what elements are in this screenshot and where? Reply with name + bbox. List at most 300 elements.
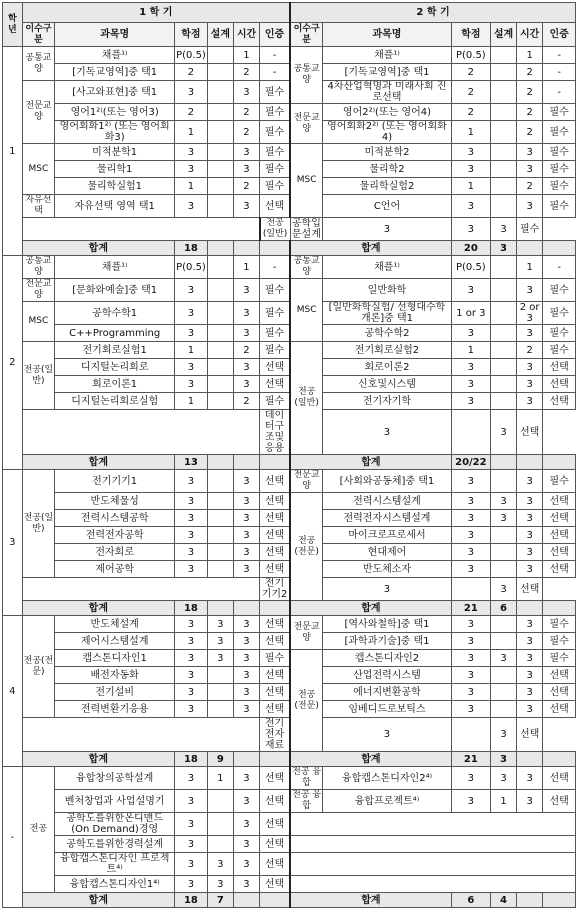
course-design: [490, 325, 516, 342]
course-name: 물리학2: [323, 161, 452, 178]
course-cert: 필수: [260, 393, 291, 410]
course-hours: 3: [233, 510, 259, 527]
course-cert: -: [543, 256, 576, 279]
type-label: 공통교양: [22, 256, 55, 279]
course-cert: 필수: [543, 650, 576, 667]
course-name: 융합캡스톤디자인 프로젝트⁴⁾: [55, 853, 175, 876]
course-design: [207, 144, 233, 161]
course-design: [490, 359, 516, 376]
course-design: [490, 302, 516, 325]
year-label: 2: [3, 256, 23, 470]
course-cert: 선택: [543, 527, 576, 544]
course-row: [3, 325, 576, 342]
course-credit: 3: [175, 510, 208, 527]
course-cert: 선택: [260, 767, 291, 790]
total-label: 합계: [290, 455, 451, 470]
empty-cell: [290, 853, 575, 876]
course-row: [3, 493, 576, 510]
course-name: 융합프로젝트⁴⁾: [323, 790, 452, 813]
total-design: 3: [490, 752, 516, 767]
total-hours: [233, 455, 259, 470]
course-name: 전기자기학: [323, 393, 452, 410]
course-name: 채플¹⁾: [323, 256, 452, 279]
course-row: [3, 376, 576, 393]
course-hours: 3: [490, 718, 516, 752]
type-label: 전문교양: [22, 279, 55, 302]
course-name: 공학수학2: [323, 325, 452, 342]
course-hours: 2: [233, 64, 259, 81]
course-cert: 선택: [543, 561, 576, 578]
course-design: [207, 302, 233, 325]
course-design: [207, 121, 233, 144]
course-hours: 2: [517, 104, 543, 121]
course-row: [3, 876, 576, 893]
course-row: [3, 161, 576, 178]
type-label: MSC: [22, 302, 55, 342]
course-credit: 3: [175, 667, 208, 684]
course-design: [490, 81, 516, 104]
course-row: [3, 218, 576, 241]
course-hours: 3: [233, 701, 259, 718]
course-hours: 3: [233, 144, 259, 161]
course-row: [3, 393, 576, 410]
course-credit: 3: [175, 279, 208, 302]
type-label: 전공(일반): [260, 218, 291, 241]
course-credit: 3: [451, 325, 490, 342]
course-row: [3, 650, 576, 667]
course-row: [3, 81, 576, 104]
course-name: 마이크로프로세서: [323, 527, 452, 544]
total-cert: [543, 752, 576, 767]
course-hours: 1: [517, 256, 543, 279]
empty-cell: [290, 876, 575, 893]
course-row: [3, 121, 576, 144]
empty-cell: [22, 578, 259, 601]
course-credit: 3: [323, 410, 452, 455]
course-name: 일반화학: [323, 279, 452, 302]
course-name: 4차산업혁명과 미래사회 진로선택: [323, 81, 452, 104]
course-hours: 2: [517, 178, 543, 195]
type-label: 전문교양: [22, 81, 55, 144]
course-header-2: 과목명: [323, 23, 452, 47]
course-cert: -: [543, 81, 576, 104]
course-hours: 3: [233, 790, 259, 813]
course-credit: 1 or 3: [451, 302, 490, 325]
course-design: [207, 178, 233, 195]
total-design: [207, 455, 233, 470]
total-label: 합계: [22, 601, 175, 616]
course-design: [490, 633, 516, 650]
hours-header-2: 시간: [517, 23, 543, 47]
course-hours: 3: [233, 376, 259, 393]
course-cert: 선택: [543, 393, 576, 410]
course-credit: 3: [175, 790, 208, 813]
course-name: 융합캡스톤디자인1⁴⁾: [55, 876, 175, 893]
course-cert: 필수: [543, 104, 576, 121]
credit-header-2: 학점: [451, 23, 490, 47]
total-label: 합계: [22, 455, 175, 470]
empty-cell: [22, 718, 259, 752]
course-credit: 3: [175, 544, 208, 561]
course-name: [기독교영역]중 택1: [323, 64, 452, 81]
course-row: [3, 470, 576, 493]
course-design: [207, 47, 233, 64]
year-label: -: [3, 767, 23, 908]
course-row: [3, 561, 576, 578]
course-cert: -: [260, 256, 291, 279]
type-label: 전문교양: [290, 470, 323, 493]
empty-cell: [22, 218, 259, 241]
empty-cell: [290, 813, 575, 836]
course-design: [490, 376, 516, 393]
course-hours: 3: [233, 561, 259, 578]
course-credit: 3: [175, 876, 208, 893]
course-name: 전력변환기응용: [55, 701, 175, 718]
total-hours: [517, 752, 543, 767]
course-hours: 3: [517, 616, 543, 633]
total-label: 합계: [290, 752, 451, 767]
course-design: [207, 64, 233, 81]
course-row: [3, 104, 576, 121]
type-label: 전공(일반): [290, 342, 323, 455]
course-credit: 3: [175, 650, 208, 667]
course-hours: 3: [233, 302, 259, 325]
course-hours: 1: [233, 256, 259, 279]
course-design: [207, 684, 233, 701]
course-hours: 3: [490, 410, 516, 455]
course-name: 공학도를위한온디맨드 (On Demand)경영: [55, 813, 175, 836]
course-hours: 3: [517, 510, 543, 527]
course-cert: 선택: [517, 410, 543, 455]
course-credit: 3: [451, 701, 490, 718]
total-row: [3, 241, 576, 256]
course-design: [490, 561, 516, 578]
course-hours: 3: [517, 393, 543, 410]
course-credit: 3: [451, 376, 490, 393]
course-hours: 3: [233, 876, 259, 893]
total-design: 7: [207, 893, 233, 908]
course-row: [3, 144, 576, 161]
course-row: [3, 544, 576, 561]
course-cert: 선택: [260, 359, 291, 376]
course-row: [3, 64, 576, 81]
course-cert: 선택: [543, 767, 576, 790]
course-hours: 3: [517, 527, 543, 544]
total-cert: [260, 601, 291, 616]
course-name: 전기기기1: [55, 470, 175, 493]
course-hours: 3: [233, 279, 259, 302]
course-design: [207, 325, 233, 342]
course-cert: 선택: [260, 876, 291, 893]
course-hours: 3: [233, 161, 259, 178]
course-name: 회로이론2: [323, 359, 452, 376]
course-credit: 3: [451, 195, 490, 218]
course-design: [451, 718, 490, 752]
total-credit: 20/22: [451, 455, 490, 470]
course-row: [3, 256, 576, 279]
course-hours: 2: [233, 121, 259, 144]
year-label: 1: [3, 47, 23, 256]
course-design: 3: [207, 853, 233, 876]
course-cert: -: [260, 64, 291, 81]
course-name: 신호및시스템: [323, 376, 452, 393]
course-credit: 2: [451, 64, 490, 81]
total-label: 합계: [22, 893, 175, 908]
course-cert: 필수: [260, 161, 291, 178]
course-design: [490, 161, 516, 178]
course-credit: 3: [451, 510, 490, 527]
course-credit: 3: [451, 667, 490, 684]
course-credit: 3: [175, 302, 208, 325]
total-credit: 18: [175, 241, 208, 256]
course-hours: 3: [490, 218, 516, 241]
course-name: 전기회로실험1: [55, 342, 175, 359]
course-row: [3, 790, 576, 813]
course-cert: 선택: [260, 836, 291, 853]
course-cert: 필수: [543, 616, 576, 633]
course-credit: 3: [175, 853, 208, 876]
course-hours: 2: [233, 104, 259, 121]
type-header-2: 이수구분: [290, 23, 323, 47]
course-name: 반도체소자: [323, 561, 452, 578]
total-credit: 13: [175, 455, 208, 470]
total-hours: [233, 752, 259, 767]
course-name: 제어공학: [55, 561, 175, 578]
course-hours: 3: [517, 544, 543, 561]
course-header: 과목명: [55, 23, 175, 47]
course-credit: 2: [451, 81, 490, 104]
course-cert: 선택: [260, 667, 291, 684]
course-row: [3, 813, 576, 836]
course-name: 반도체물성: [55, 493, 175, 510]
type-label: 공통교양: [290, 256, 323, 279]
course-hours: 3: [517, 684, 543, 701]
course-cert: 선택: [260, 853, 291, 876]
course-hours: 3: [233, 616, 259, 633]
course-cert: 선택: [260, 510, 291, 527]
course-design: [207, 81, 233, 104]
type-label: 전문교양: [290, 104, 323, 144]
course-cert: 필수: [260, 104, 291, 121]
course-hours: 2: [233, 342, 259, 359]
course-design: [207, 493, 233, 510]
course-name: 영어2²⁾(또는 영어4): [323, 104, 452, 121]
course-hours: 3: [517, 359, 543, 376]
course-name: C언어: [323, 195, 452, 218]
course-name: [일반화학실험/ 선형대수학개론]중 택1: [323, 302, 452, 325]
semester1-header: 1 학 기: [22, 3, 290, 23]
course-design: [207, 161, 233, 178]
course-cert: 선택: [260, 616, 291, 633]
total-cert: [543, 893, 576, 908]
course-name: 자유선택 영역 택1: [55, 195, 175, 218]
course-name: 회로이론1: [55, 376, 175, 393]
course-design: [490, 342, 516, 359]
course-hours: 3: [233, 544, 259, 561]
course-name: 전기설비: [55, 684, 175, 701]
total-row: [3, 601, 576, 616]
course-credit: 3: [451, 790, 490, 813]
total-label: 합계: [22, 241, 175, 256]
course-design: [207, 342, 233, 359]
course-design: [451, 410, 490, 455]
course-cert: 필수: [543, 325, 576, 342]
total-hours: [233, 601, 259, 616]
course-hours: 3: [517, 650, 543, 667]
course-credit: 3: [175, 81, 208, 104]
course-design: [207, 836, 233, 853]
total-design: 4: [490, 893, 516, 908]
course-credit: 3: [175, 325, 208, 342]
type-label: 전공(전문): [290, 650, 323, 752]
course-name: [사고와표현]중 택1: [55, 81, 175, 104]
course-credit: 3: [175, 836, 208, 853]
course-design: 3: [490, 650, 516, 667]
course-name: 미적분학1: [55, 144, 175, 161]
course-name: 전자회로: [55, 544, 175, 561]
course-hours: 3: [490, 578, 516, 601]
course-design: 3: [207, 633, 233, 650]
course-credit: 2: [451, 104, 490, 121]
course-cert: -: [260, 47, 291, 64]
course-credit: 3: [451, 650, 490, 667]
course-cert: 선택: [260, 544, 291, 561]
course-hours: 3: [233, 195, 259, 218]
total-credit: 18: [175, 601, 208, 616]
course-design: 1: [207, 767, 233, 790]
course-name: 영어회화2²⁾ (또는 영어회화4): [323, 121, 452, 144]
course-design: [207, 393, 233, 410]
course-credit: 3: [175, 633, 208, 650]
curriculum-table-container: [2, 2, 576, 906]
type-label: 전공: [22, 767, 55, 893]
total-credit: 18: [175, 893, 208, 908]
course-hours: 2: [233, 393, 259, 410]
course-hours: 3: [233, 853, 259, 876]
course-design: 3: [490, 767, 516, 790]
course-hours: 3: [233, 813, 259, 836]
total-label: 합계: [290, 241, 451, 256]
course-cert: 필수: [260, 81, 291, 104]
course-hours: 3: [233, 81, 259, 104]
course-cert: 필수: [260, 279, 291, 302]
course-cert: 선택: [543, 667, 576, 684]
course-hours: 3: [517, 561, 543, 578]
course-hours: 3: [517, 493, 543, 510]
course-name: 디지털논리회로: [55, 359, 175, 376]
course-name: 공학입문설계: [291, 218, 321, 240]
course-hours: 3: [233, 633, 259, 650]
type-label: 전공(전문): [22, 616, 55, 718]
course-hours: 3: [517, 667, 543, 684]
total-cert: [260, 455, 291, 470]
type-label: 전공(일반): [22, 342, 55, 410]
course-hours: 1: [233, 47, 259, 64]
year-label: 3: [3, 470, 23, 616]
course-credit: 3: [175, 195, 208, 218]
course-name: [문화와예술]중 택1: [55, 279, 175, 302]
total-credit: 6: [451, 893, 490, 908]
course-credit: 3: [451, 684, 490, 701]
course-name: 산업전력시스템: [323, 667, 452, 684]
course-design: [490, 104, 516, 121]
course-name: 전력전자시스템설계: [323, 510, 452, 527]
course-design: [490, 393, 516, 410]
course-hours: 3: [517, 161, 543, 178]
design-header-2: 설계: [490, 23, 516, 47]
course-name: 융합창의공학설계: [55, 767, 175, 790]
course-cert: 선택: [543, 359, 576, 376]
course-credit: 3: [323, 578, 452, 601]
course-design: [490, 544, 516, 561]
total-label: 합계: [22, 752, 175, 767]
course-cert: 선택: [517, 718, 543, 752]
course-cert: 선택: [543, 376, 576, 393]
course-hours: 3: [517, 279, 543, 302]
course-row: [3, 527, 576, 544]
course-hours: 3: [233, 325, 259, 342]
course-credit: 3: [451, 493, 490, 510]
course-design: [490, 701, 516, 718]
course-cert: 선택: [543, 493, 576, 510]
course-row: [3, 684, 576, 701]
course-row: [3, 410, 576, 455]
course-row: [3, 718, 576, 752]
course-row: [3, 178, 576, 195]
course-hours: 3: [233, 493, 259, 510]
course-design: [207, 195, 233, 218]
course-credit: 3: [451, 393, 490, 410]
course-credit: 3: [175, 359, 208, 376]
course-name: 미적분학2: [323, 144, 452, 161]
course-design: [207, 813, 233, 836]
curriculum-table: [2, 2, 576, 908]
type-label: 공통교양: [290, 47, 323, 104]
course-credit: 3: [175, 616, 208, 633]
total-hours: [517, 601, 543, 616]
course-credit: 1: [175, 393, 208, 410]
total-design: [490, 455, 516, 470]
course-cert: 선택: [260, 633, 291, 650]
course-name: 물리학1: [55, 161, 175, 178]
course-design: 1: [490, 790, 516, 813]
course-cert: 필수: [543, 121, 576, 144]
total-hours: [517, 893, 543, 908]
course-design: [207, 256, 233, 279]
total-hours: [233, 893, 259, 908]
total-design: 9: [207, 752, 233, 767]
course-name: 영어1²⁾(또는 영어3): [55, 104, 175, 121]
course-credit: 3: [451, 144, 490, 161]
course-design: [207, 104, 233, 121]
course-name: 융합캡스톤디자인2⁴⁾: [323, 767, 452, 790]
course-cert: 선택: [260, 493, 291, 510]
course-name: C++Programming: [55, 325, 175, 342]
course-hours: 3: [517, 325, 543, 342]
year-label: 4: [3, 616, 23, 767]
course-row: [3, 195, 576, 218]
course-hours: 3: [233, 684, 259, 701]
type-label: 공통교양: [22, 47, 55, 81]
course-credit: 3: [451, 527, 490, 544]
course-credit: 1: [175, 342, 208, 359]
course-name: 채플¹⁾: [55, 256, 175, 279]
course-hours: 3: [233, 767, 259, 790]
credit-header: 학점: [175, 23, 208, 47]
course-name: [역사와철학]중 택1: [323, 616, 452, 633]
hours-header: 시간: [233, 23, 259, 47]
course-row: [3, 616, 576, 633]
